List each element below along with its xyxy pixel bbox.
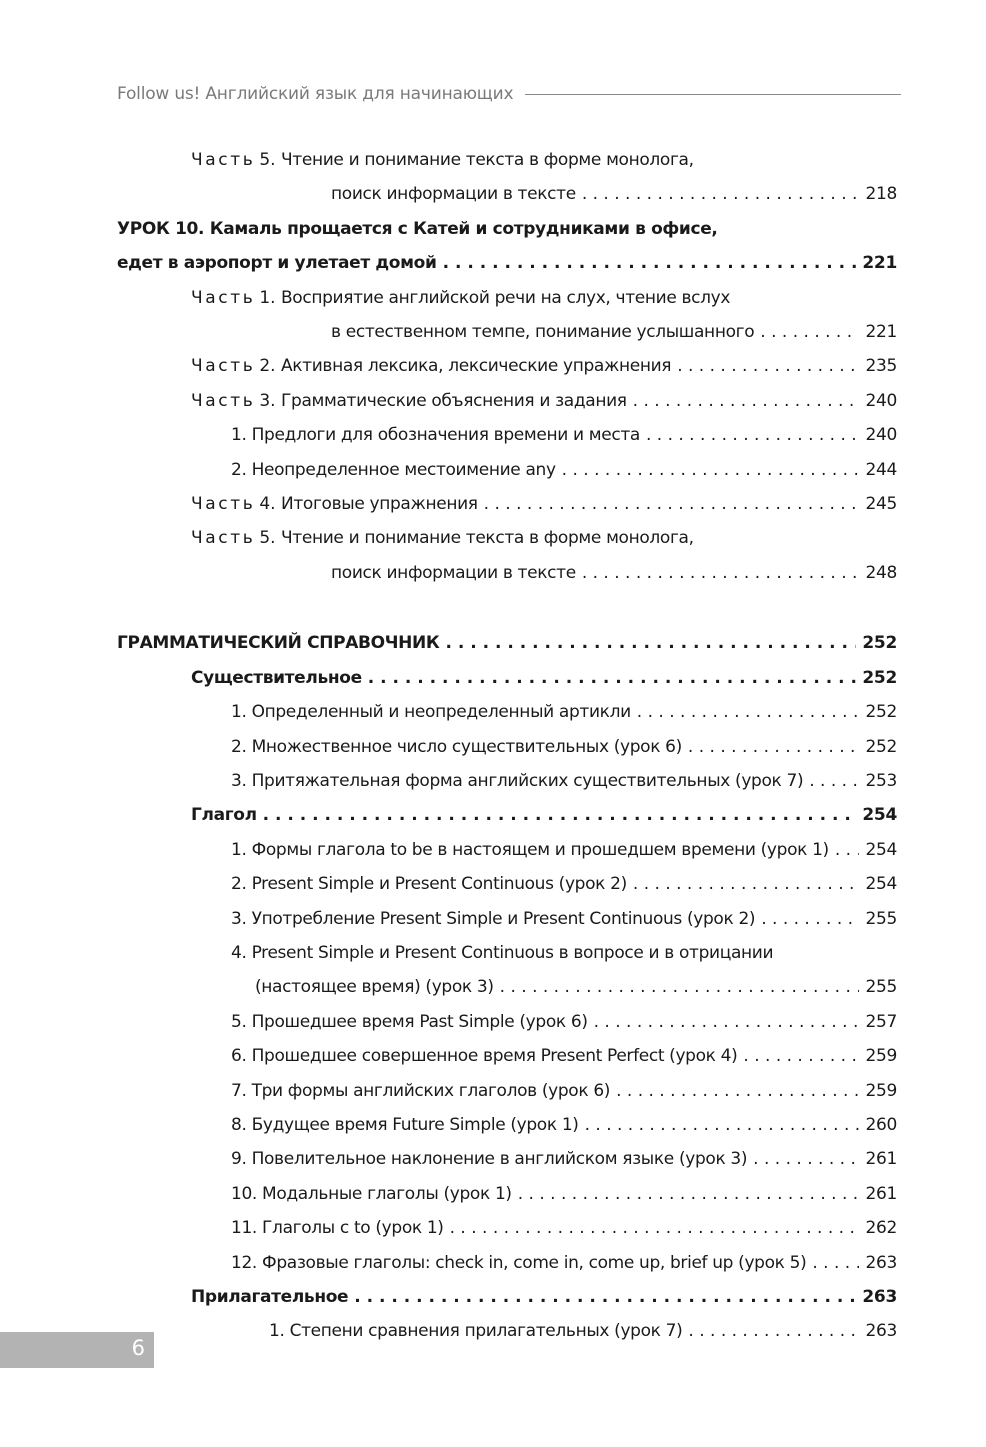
leader-dots [368,661,857,695]
header-title: Follow us! Английский язык для начинающих [117,84,514,104]
leader-dots [646,418,859,452]
leader-dots [263,798,857,832]
toc-entry: 1. Степени сравнения прилагательных (урок 7) . . . 263 [117,1314,897,1348]
toc-entry: Часть 5. Чтение и понимание текста в форме монолога, поиск информации в тексте . . . 218 [117,143,897,212]
toc-grammar-reference: ГРАММАТИЧЕСКИЙ СПРАВОЧНИК . . . 252 [117,626,897,660]
page-ref: 261 [865,1149,897,1170]
toc-entry: Часть 1. Восприятие английской речи на слух, чтение вслух в естественном темпе, понимание услышанного . . . 221 [117,281,897,350]
page-ref: 255 [865,908,897,929]
leader-dots [809,764,859,798]
leader-dots [753,1142,859,1176]
leader-dots [500,970,860,1004]
page-ref: 252 [865,702,897,723]
leader-dots [743,1039,859,1073]
leader-dots [594,1005,860,1039]
toc-entry: Часть 4. Итоговые упражнения . . . 245 [117,487,897,521]
leader-dots [354,1280,856,1314]
leader-dots [688,1314,859,1348]
leader-dots [582,177,860,211]
toc-entry: 1. Формы глагола to be в настоящем и прошедшем времени (урок 1) . . . 254 [117,833,897,867]
page-ref: 240 [865,390,897,411]
page-number: 6 [131,1336,145,1360]
leader-dots [688,730,860,764]
toc-entry: 6. Прошедшее совершенное время Present Perfect (урок 4) . . . 259 [117,1039,897,1073]
leader-dots [677,349,859,383]
leader-dots [562,453,860,487]
page-ref: 255 [865,977,897,998]
page-number-tab [0,1332,154,1368]
header-rule [525,94,901,95]
leader-dots [633,384,860,418]
table-of-contents [117,143,897,1349]
page-ref: 254 [865,839,897,860]
leader-dots [760,315,859,349]
toc-entry: 11. Глаголы с to (урок 1) . . . 262 [117,1211,897,1245]
toc-entry: 4. Present Simple и Present Continuous в вопросе и в отрицании (настоящее время) (урок 3) . . . 255 [117,936,897,1005]
leader-dots [582,556,860,590]
leader-dots [835,833,860,867]
page-ref: 252 [865,736,897,757]
page-ref: 235 [865,356,897,377]
page-ref: 257 [865,1011,897,1032]
page-ref: 240 [865,425,897,446]
page-ref: 218 [865,184,897,205]
toc-entry: 3. Употребление Present Simple и Present Continuous (урок 2) . . . 255 [117,902,897,936]
section-gap [117,590,897,626]
leader-dots [518,1177,860,1211]
toc-entry: 9. Повелительное наклонение в английском языке (урок 3) . . . 261 [117,1142,897,1176]
page-ref: 221 [865,322,897,343]
page-ref: 221 [862,253,897,274]
leader-dots [616,1074,859,1108]
page-ref: 244 [865,459,897,480]
leader-dots [585,1108,860,1142]
toc-entry: 10. Модальные глаголы (урок 1) . . . 261 [117,1177,897,1211]
page-ref: 252 [862,667,897,688]
toc-entry: 5. Прошедшее время Past Simple (урок 6) . . . 257 [117,1005,897,1039]
toc-entry: 1. Определенный и неопределенный артикли . . . 252 [117,695,897,729]
toc-entry: 2. Неопределенное местоимение any . . . 244 [117,453,897,487]
toc-entry: 2. Present Simple и Present Continuous (урок 2) . . . 254 [117,867,897,901]
page-ref: 261 [865,1183,897,1204]
leader-dots [450,1211,860,1245]
leader-dots [445,626,856,660]
toc-entry: Часть 5. Чтение и понимание текста в форме монолога, поиск информации в тексте . . . 248 [117,521,897,590]
toc-section-noun: Существительное . . . 252 [117,661,897,695]
page-ref: 262 [865,1218,897,1239]
toc-entry: Часть 3. Грамматические объяснения и задания . . . 240 [117,384,897,418]
leader-dots [443,246,857,280]
toc-entry: Часть 2. Активная лексика, лексические упражнения . . . 235 [117,349,897,383]
leader-dots [637,695,860,729]
page-ref: 252 [862,633,897,654]
page-ref: 254 [865,874,897,895]
toc-entry: 12. Фразовые глаголы: check in, come in, come up, brief up (урок 5) . . . 263 [117,1246,897,1280]
page-ref: 263 [865,1252,897,1273]
toc-section-adjective: Прилагательное . . . 263 [117,1280,897,1314]
leader-dots [812,1246,859,1280]
page-ref: 253 [865,770,897,791]
toc-entry: 8. Будущее время Future Simple (урок 1) . . . 260 [117,1108,897,1142]
page-ref: 260 [865,1114,897,1135]
page-ref: 263 [865,1321,897,1342]
leader-dots [484,487,860,521]
page-ref: 245 [865,494,897,515]
page-ref: 259 [865,1080,897,1101]
toc-lesson-10: УРОК 10. Камаль прощается с Катей и сотрудниками в офисе, едет в аэропорт и улетает домой . . . 221 [117,212,897,281]
page-ref: 254 [862,805,897,826]
leader-dots [761,902,859,936]
running-header [117,80,901,108]
toc-entry: 2. Множественное число существительных (урок 6) . . . 252 [117,730,897,764]
page-ref: 259 [865,1046,897,1067]
leader-dots [633,867,860,901]
toc-entry: 3. Притяжательная форма английских существительных (урок 7) . . . 253 [117,764,897,798]
toc-entry: 1. Предлоги для обозначения времени и места . . . 240 [117,418,897,452]
toc-section-verb: Глагол . . . 254 [117,798,897,832]
page-ref: 263 [862,1287,897,1307]
page-ref: 248 [865,562,897,583]
toc-entry: 7. Три формы английских глаголов (урок 6) . . . 259 [117,1074,897,1108]
